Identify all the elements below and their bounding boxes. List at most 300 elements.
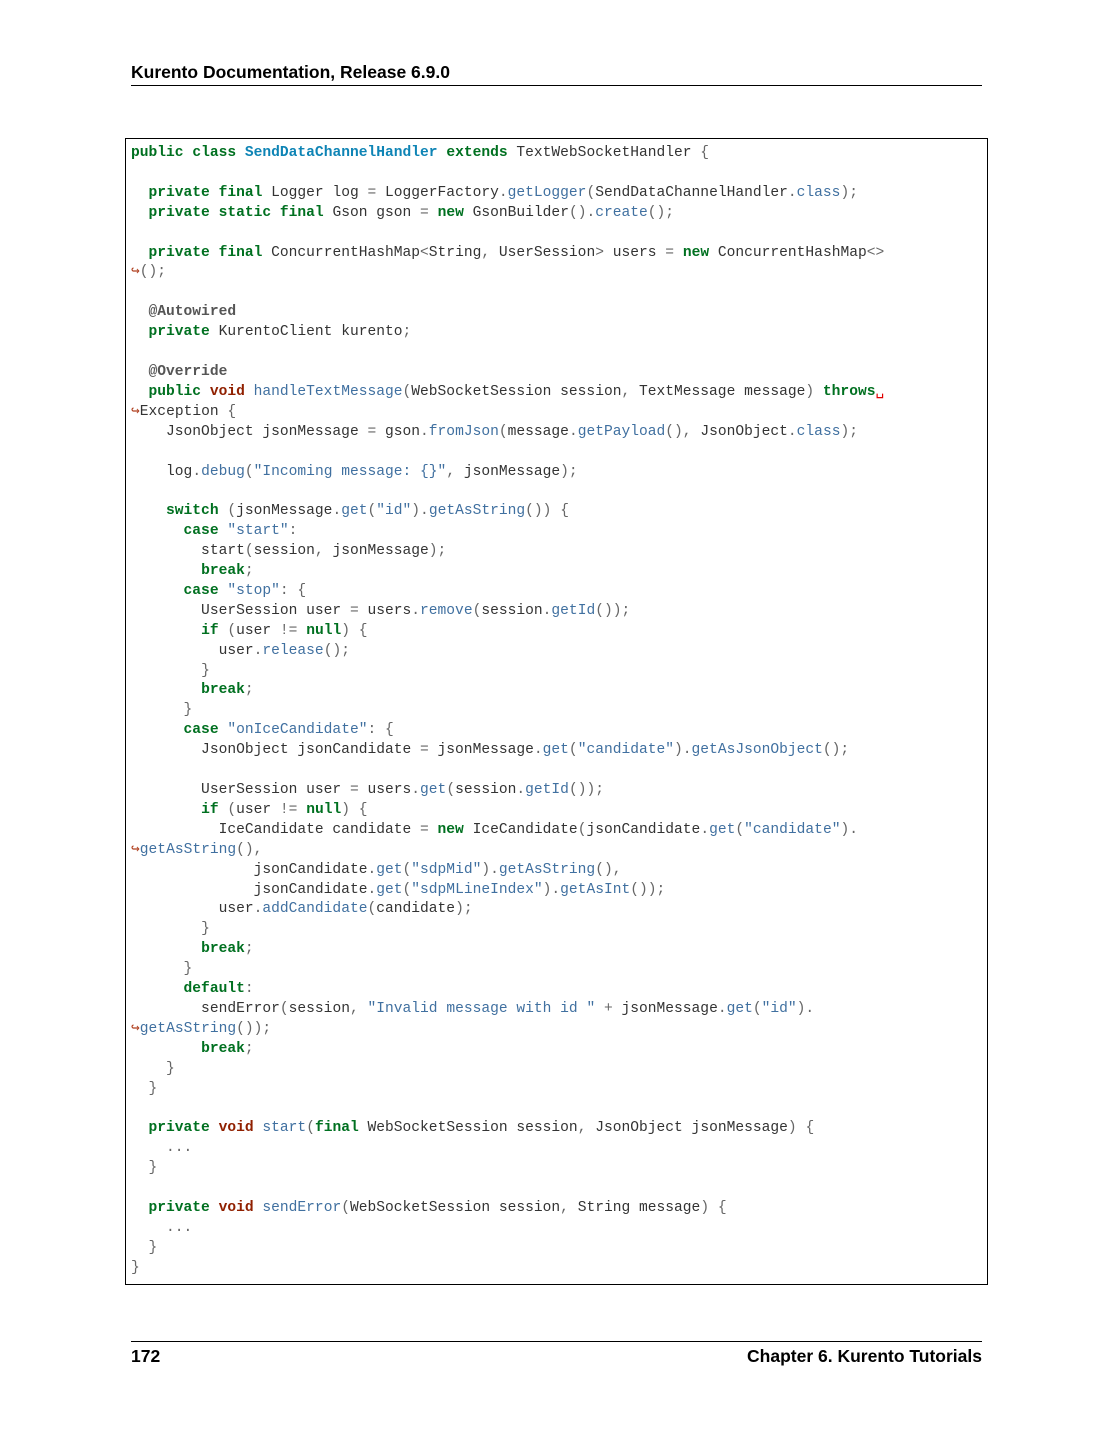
code-line [131,940,884,960]
code-line [131,224,884,244]
line-continuation-icon: ↪ [131,841,140,858]
code-token: } [131,1259,140,1276]
code-token: ( [306,1120,315,1137]
code-token: ( [577,821,587,838]
code-line [131,423,884,443]
code-token: ( [402,861,412,878]
code-token: private [148,1120,210,1137]
code-token: ( [752,1000,762,1017]
code-token [131,205,149,221]
code-token: remove [420,602,473,619]
code-token: : [279,582,289,599]
code-token: = [367,423,377,440]
code-token: } [148,1160,158,1177]
code-token [131,802,201,818]
code-token: } [148,1239,158,1256]
code-token: getId [525,782,569,798]
code-token [131,941,201,957]
code-token: . [700,821,710,838]
code-token [131,1200,149,1216]
code-token: : [288,523,298,540]
code-line [131,781,884,801]
code-token: = [665,244,675,261]
code-token: ( [446,782,456,798]
code-token: WebSocketSession session [349,1200,561,1217]
code-token: { [358,622,368,639]
code-token: extends [446,145,508,161]
code-line [131,443,884,463]
code-token: { [297,582,307,599]
code-line [131,502,884,522]
code-token: getAsString [139,841,237,858]
code-token: getAsString [428,503,526,520]
code-token [131,364,149,380]
code-token: ) [341,801,350,818]
code-token [210,185,219,201]
code-token [210,1200,219,1216]
code-line [131,761,884,781]
code-token: LoggerFactory [376,184,499,201]
code-token: void [218,1120,254,1137]
code-token: . [367,881,377,898]
code-token: public [131,145,184,161]
code-token: "sdpMid" [411,861,482,878]
code-token: ). [481,861,499,878]
code-token: Exception [139,403,228,420]
code-token: ( [227,801,237,818]
code-token: break [201,563,245,580]
code-line [131,482,884,502]
code-token: ()); [568,782,604,798]
code-token: getLogger [507,184,587,201]
code-token: jsonCandidate [131,881,368,898]
code-token [184,145,193,161]
code-token [350,802,359,818]
code-line [131,263,884,283]
code-token [131,682,201,698]
code-line [131,980,884,1000]
code-line [131,204,884,224]
code-token: UserSession [490,244,596,261]
code-token: , [481,244,491,261]
code-token [131,1140,166,1156]
code-token [131,523,184,539]
code-token: throws [822,383,876,400]
code-line [131,164,884,184]
code-token: ()) [525,503,552,520]
code-token [131,623,201,639]
code-token: ) [341,622,350,639]
code-token: ( [279,1000,289,1017]
code-token: log [131,463,193,480]
code-token: sendError [262,1200,342,1217]
code-token: getPayload [577,423,666,440]
code-token [131,245,149,261]
code-token: ) [787,1120,797,1137]
code-token [131,1061,166,1077]
code-line [131,343,884,363]
code-token: jsonMessage [323,543,429,560]
code-token: (); [139,264,167,281]
code-line [131,1159,884,1179]
code-token: case [183,582,219,599]
code-token: ) [700,1200,710,1217]
code-token: (); [822,742,850,759]
code-token: session [455,782,517,798]
code-line [131,881,884,901]
code-line [131,801,884,821]
code-line [131,1040,884,1060]
code-token [210,245,219,261]
code-token: } [166,1060,175,1077]
code-token: : [244,981,254,998]
code-token: <> [866,244,885,261]
code-token: create [595,204,648,221]
code-line [131,701,884,721]
code-token [131,1041,201,1057]
code-token: GsonBuilder [463,204,569,221]
code-token: ( [341,1200,350,1217]
code-token [131,304,149,320]
code-token: . [420,423,429,440]
code-token: JsonObject jsonMessage [131,423,368,440]
visible-space-icon: ␣ [875,383,885,400]
code-token: (); [647,204,675,221]
code-token: get [726,1000,753,1017]
code-token [429,822,438,838]
code-token: . [253,901,263,918]
code-token: get [376,881,403,898]
code-token: ( [227,622,237,639]
code-line [131,1179,884,1199]
code-token: start [131,543,245,560]
code-token: = [367,184,377,201]
code-token: ). [796,1000,815,1017]
code-token: } [148,1080,158,1097]
code-line [131,662,884,682]
code-token: if [201,801,219,818]
code-token: fromJson [428,423,499,440]
code-token: user [131,642,254,659]
code-token: ; [244,682,254,699]
code-line [131,960,884,980]
code-token: ( [568,742,578,759]
code-line [131,1080,884,1100]
code-token: SendDataChannelHandler [595,184,788,201]
code-token: case [183,722,219,739]
code-token: UserSession user [131,782,350,798]
code-line [131,861,884,881]
code-token: WebSocketSession session [358,1120,578,1137]
code-token: ); [840,423,858,440]
code-token: } [201,921,210,938]
code-token [359,1001,368,1017]
code-token: getAsJsonObject [691,742,823,759]
code-token: ; [244,941,254,958]
code-token: . [533,742,543,759]
code-token: ). [542,881,561,898]
code-token: if [201,622,219,639]
code-token: . [787,423,797,440]
code-token: ConcurrentHashMap [262,244,421,261]
code-token [131,503,166,519]
code-token: Gson gson [323,204,421,221]
code-token: , [577,1120,587,1137]
code-token: . [332,503,342,520]
header-divider [131,85,982,86]
code-token: ); [455,901,473,918]
code-token: ( [244,543,254,560]
code-token [297,802,306,818]
code-token: @Autowired [148,304,237,321]
code-token: . [192,463,202,480]
chapter-title: Chapter 6. Kurento Tutorials [747,1346,982,1366]
code-token: ( [227,503,237,520]
code-line [131,522,884,542]
code-token: { [227,403,237,420]
code-token [131,1240,149,1256]
code-token: ConcurrentHashMap [709,244,867,261]
code-token [131,961,184,977]
code-token: . [498,184,508,201]
code-token [131,185,149,201]
code-token: gson [376,423,421,440]
code-token: private [148,204,210,221]
code-token: getId [551,602,596,619]
code-token: ). [674,742,692,759]
code-token: "stop" [227,582,280,599]
code-token: (), [236,841,263,858]
code-token: @Override [148,363,228,380]
code-line [131,1139,884,1159]
code-token: jsonMessage [612,1000,718,1017]
code-token: public [148,383,202,400]
code-token: > [595,244,604,261]
code-token: debug [201,463,245,480]
code-token: ); [840,184,858,201]
code-token: session [253,543,315,560]
code-token: } [183,702,193,719]
code-token: ). [840,821,858,838]
code-token [201,384,210,400]
code-token: != [279,622,298,639]
code-token: SendDataChannelHandler [244,145,438,161]
code-token: ... [166,1219,193,1236]
code-token: . [411,602,421,619]
code-token [131,702,184,718]
code-token: = [349,602,359,619]
code-token: null [306,622,342,639]
code-token [595,1001,604,1017]
code-token: (), [595,861,622,878]
code-token: jsonCandidate [586,821,701,838]
code-token: users [358,782,412,798]
code-token: = [420,204,429,221]
code-token [131,722,184,738]
code-token: "candidate" [577,742,675,759]
code-token: ( [244,463,254,480]
code-token: . [516,782,526,798]
code-line [131,383,884,403]
code-block [125,138,988,1285]
code-line [131,642,884,662]
code-token: "onIceCandidate" [227,722,368,739]
code-token: TextMessage message [630,383,806,400]
code-token: sendError [131,1000,280,1017]
code-token: default [183,981,245,998]
code-line [131,403,884,423]
code-token: users [603,244,666,261]
code-line [131,1000,884,1020]
code-token: ; [402,324,412,341]
code-token: ; [244,563,254,580]
code-token [210,205,219,221]
line-continuation-icon: ↪ [131,403,140,420]
code-line [131,602,884,622]
code-token: private [148,1200,210,1217]
code-token: private [148,324,210,341]
code-token: ... [166,1140,193,1157]
code-token: = [420,742,429,759]
code-token [271,205,280,221]
code-token: String message [568,1200,701,1217]
code-token: message [507,423,569,440]
code-line [131,1060,884,1080]
code-token: { [560,503,569,520]
code-token: "sdpMLineIndex" [411,881,543,898]
code-line [131,841,884,861]
code-token: JsonObject jsonMessage [586,1120,788,1137]
code-token: . [253,642,263,659]
code-token: { [385,722,394,739]
code-token: private [148,244,210,261]
code-line [131,1199,884,1219]
code-token: static [218,204,272,221]
code-token: get [709,821,736,838]
code-token: { [717,1200,727,1217]
code-token: + [603,1000,613,1017]
code-token [131,663,201,679]
code-token: handleTextMessage [253,383,403,400]
code-token [131,981,184,997]
page-number: 172 [131,1346,161,1366]
code-token: new [682,244,710,261]
code-token: , [314,543,324,560]
code-token: class [796,423,841,440]
code-token [350,623,359,639]
code-line [131,244,884,264]
footer-divider [131,1341,982,1342]
code-token: "Incoming message: {}" [253,463,447,480]
code-token: switch [166,503,219,520]
code-token: { [805,1120,815,1137]
code-token: break [201,1040,245,1057]
code-token: new [437,204,464,221]
code-token: start [262,1120,307,1137]
code-token: , [349,1000,359,1017]
code-line [131,542,884,562]
code-token [131,583,184,599]
code-token: . [367,861,377,878]
code-token: "id" [376,503,412,520]
code-token: } [183,961,193,978]
code-token: = [420,821,429,838]
code-token: . [568,423,578,440]
page-header-title: Kurento Documentation, Release 6.9.0 [131,62,450,82]
code-token: . [717,1000,727,1017]
code-token [131,563,201,579]
code-token [814,384,823,400]
code-token: ); [428,543,447,560]
code-token: { [700,145,710,161]
code-token: ( [735,821,745,838]
code-line [131,920,884,940]
code-token: void [209,383,245,400]
code-token: "start" [227,523,289,540]
code-token: IceCandidate [463,821,578,838]
code-token: UserSession user [131,602,350,619]
code-token [131,324,149,340]
line-continuation-icon: ↪ [131,1020,140,1037]
code-token [429,205,438,221]
code-token: user [236,801,280,818]
code-line [131,1219,884,1239]
code-token: private [148,184,210,201]
code-token: get [376,861,403,878]
code-token: get [341,503,368,520]
code-token: = [349,782,359,798]
line-continuation-icon: ↪ [131,264,140,281]
code-line [131,681,884,701]
code-token [131,1120,149,1136]
code-line [131,144,884,164]
code-token: final [218,184,263,201]
code-token: != [279,801,298,818]
code-token: new [437,821,464,838]
code-token: . [542,602,552,619]
code-token: session [288,1000,350,1017]
code-line [131,1100,884,1120]
code-token [297,623,306,639]
code-line [131,184,884,204]
code-token: "Invalid message with id " [367,1000,596,1017]
code-token: ). [411,503,429,520]
code-token [131,1160,149,1176]
code-token: String [428,244,482,261]
code-token: final [314,1120,359,1137]
code-line [131,463,884,483]
code-token: break [201,682,245,699]
code-token [376,722,385,738]
code-token: : [367,722,377,739]
code-token: final [218,244,263,261]
code-token: Logger log [262,184,368,201]
code-token: jsonMessage [236,503,333,520]
code-token: "candidate" [744,821,841,838]
code-token: (). [568,204,596,221]
code-line [131,582,884,602]
code-token: jsonMessage [428,742,534,759]
code-token: candidate [376,901,456,918]
code-line [131,562,884,582]
code-token: users [358,602,412,619]
code-token: . [411,782,421,798]
code-token: ( [586,184,596,201]
code-token: ( [498,423,508,440]
code-token: "id" [761,1000,797,1017]
code-token [245,384,254,400]
code-token: ()); [236,1020,272,1037]
